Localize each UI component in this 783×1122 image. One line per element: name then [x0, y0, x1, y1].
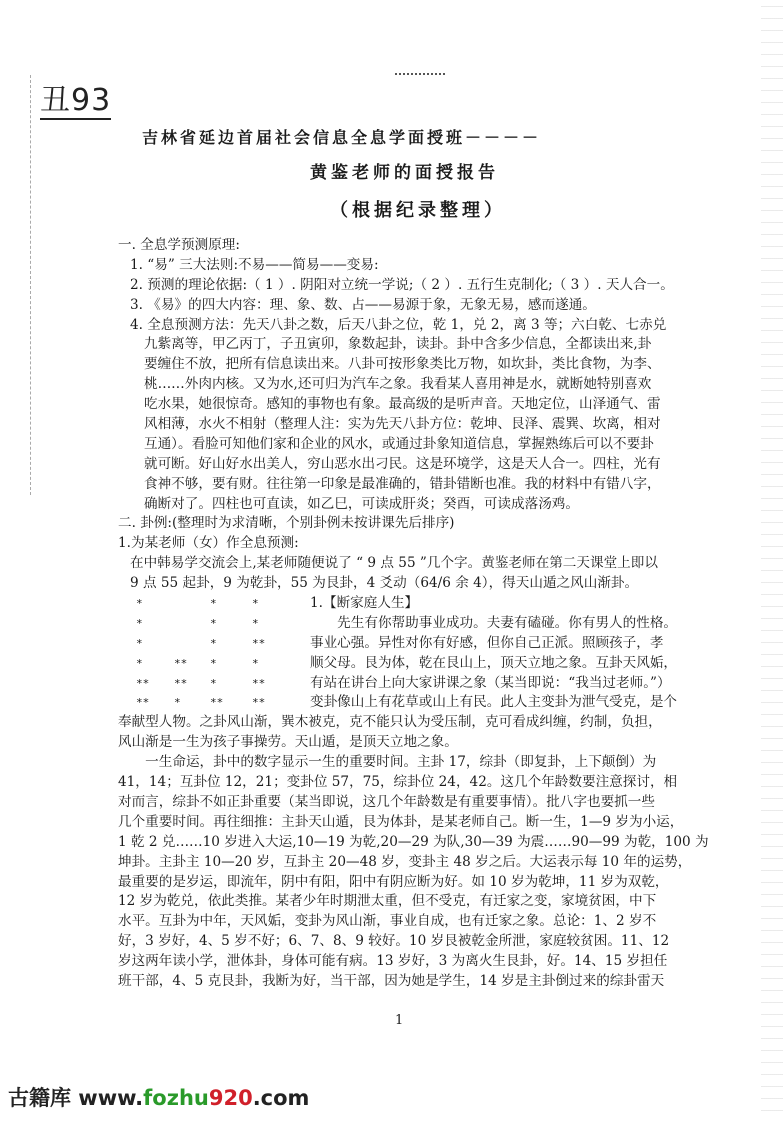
watermark-red: 920: [208, 1086, 253, 1110]
hexagram-line-mark: [174, 594, 210, 614]
scan-left-edge: [30, 75, 32, 495]
text-line: 9 点 55 起卦，9 为乾卦，55 为艮卦，4 爻动（64/6 余 4），得天山遁之风山渐卦。: [130, 575, 639, 592]
document-title: 吉林省延边首届社会信息全息学面授班－－－－: [142, 128, 542, 147]
text-line: 在中韩易学交流会上,某老师随便说了 “ 9 点 55 ”几个字。黄鉴老师在第二天课堂上即以: [130, 555, 658, 572]
watermark-green: fozhu: [143, 1086, 209, 1110]
text-line: 一生命运，卦中的数字显示一生的重要时间。主卦 17，综卦（即复卦，上下颠倒）为: [118, 754, 657, 771]
hexagram-line-mark: *: [252, 656, 259, 670]
hexagram-line-mark: **: [136, 676, 150, 690]
hexagram-line-mark: [174, 614, 210, 634]
text-line: 2. 预测的理论依据:（ 1 ）. 阴阳对立统一学说;（ 2 ）. 五行生克制化;（ 3 ）. 天人合一。: [130, 276, 674, 293]
hexagram-line-mark: *: [136, 636, 143, 650]
hexagram-line-mark: *: [210, 676, 217, 690]
hexagram-stars: [118, 634, 298, 654]
text-line: 确断对了。四柱也可直读，如乙巳，可读成肝炎；癸酉，可读成落汤鸡。: [144, 495, 579, 512]
text-line: 岁这两年读小学，泄体卦，身体可能有病。13 岁好，3 为离火生艮卦，好。14、15 岁担任: [118, 953, 668, 970]
section-principles: [118, 236, 708, 514]
text-line: 就可断。好山好水出美人，穷山恶水出刁民。这是环境学，这是天人合一。四柱，光有: [144, 455, 661, 472]
text-line: 水平。互卦为中年，天风姤，变卦为风山渐，事业自成，也有迁家之象。总论：1、2 岁不: [118, 913, 657, 930]
text-line: 风山渐是一生为孩子事操劳。天山遁，是顶天立地之象。: [118, 734, 458, 751]
hexagram-stars: [118, 614, 298, 634]
watermark-suffix: .com: [252, 1086, 310, 1110]
hexagram-text: 顺父母。艮为体，乾在艮山上，顶天立地之象。互卦天风姤，: [310, 654, 678, 671]
text-line: 4. 全息预测方法：先天八卦之数，后天八卦之位，乾 1，兑 2，离 3 等；六白乾、七赤兑: [130, 316, 667, 333]
text-line: 1 乾 2 兑……10 岁进入大运,10—19 为乾,20—29 为队,30—39 为震……90—99 为乾，100 为: [118, 833, 709, 850]
page-number: 1: [395, 1013, 404, 1028]
hexagram-row: [118, 654, 708, 674]
text-line: 要缠住不放，把所有信息读出来。八卦可按形象类比万物，如坎卦，类比食物，为李、: [144, 356, 661, 373]
hexagram-block: [118, 594, 708, 713]
hexagram-stars: [118, 594, 298, 614]
text-line: 好，3 岁好，4、5 岁不好；6、7、8、9 较好。10 岁艮被乾金所泄，家庭较贫困。11、12: [118, 933, 670, 950]
text-line: 1. “易” 三大法则:不易——简易——变易:: [130, 256, 379, 273]
ornament-mark: [395, 67, 445, 75]
section-examples-body: [118, 713, 708, 991]
text-line: 3. 《易》的四大内容：理、象、数、占——易源于象，无象无易，感而遂通。: [130, 296, 596, 313]
hexagram-line-mark: **: [210, 696, 224, 710]
hexagram-line-mark: **: [136, 696, 150, 710]
hexagram-row: [118, 614, 708, 634]
hexagram-line-mark: *: [210, 597, 217, 611]
hexagram-row: [118, 634, 708, 654]
hexagram-line-mark: *: [174, 696, 181, 710]
hexagram-stars: [118, 654, 298, 674]
watermark-prefix: 古籍库 www.: [8, 1086, 144, 1110]
text-line: 几个重要时间。再往细推：主卦天山遁，艮为体卦，是某老师自己。断一生，1—9 岁为小运，: [118, 813, 684, 830]
hexagram-line-mark: [174, 634, 210, 654]
text-line: 吃水果，她很惊奇。感知的事物也有象。最高级的是听声音。天地定位，山泽通气、雷: [144, 396, 661, 413]
hexagram-row: [118, 693, 708, 713]
document-subtitle: 黄鉴老师的面授报告: [310, 163, 499, 183]
hexagram-line-mark: **: [174, 656, 188, 670]
text-line: 坤卦。主卦主 10—20 岁，互卦主 20—48 岁，变卦主 48 岁之后。大运表示每 10 年的运势，: [118, 853, 692, 870]
text-line: 食神不够，要有财。往往第一印象是最准确的，错卦错断也准。我的材料中有错八字，: [144, 475, 661, 492]
hexagram-text: 事业心强。异性对你有好感，但你自己正派。照顾孩子，孝: [310, 634, 664, 651]
hexagram-row: [118, 594, 708, 614]
text-line: 互通）。看脸可知他们家和企业的风水，或通过卦象知道信息，掌握熟练后可以不要卦: [144, 435, 654, 452]
hexagram-line-mark: **: [252, 676, 266, 690]
document-note: （根据纪录整理）: [330, 200, 506, 221]
section-examples-intro: [118, 514, 708, 594]
hexagram-text: 1.【断家庭人生】: [310, 595, 419, 612]
hexagram-text: 先生有你帮助事业成功。夫妻有磕碰。你有男人的性格。: [310, 614, 678, 631]
hexagram-line-mark: *: [210, 616, 217, 630]
hexagram-line-mark: *: [252, 616, 259, 630]
text-line: 最重要的是岁运，即流年，阴中有阳，阳中有阴应断为好。如 10 岁为乾坤，11 岁为双乾，: [118, 873, 669, 890]
hexagram-line-mark: *: [136, 616, 143, 630]
hexagram-stars: [118, 693, 298, 713]
hexagram-line-mark: *: [136, 597, 143, 611]
hexagram-stars: [118, 674, 298, 694]
text-line: 风相薄，水火不相射（整理人注：实为先天八卦方位：乾坤、艮泽、震巽、坎离，相对: [144, 416, 661, 433]
hexagram-text: 有站在讲台上向大家讲课之象（某当即说：“我当过老师。”）: [310, 674, 671, 691]
text-line: 二. 卦例:(整理时为求清晰，个别卦例未按讲课先后排序): [118, 515, 455, 532]
document-body: [118, 236, 708, 992]
hexagram-line-mark: *: [210, 656, 217, 670]
hexagram-row: [118, 674, 708, 694]
scan-edge-artifact: [761, 0, 783, 1122]
hexagram-line-mark: *: [136, 656, 143, 670]
text-line: 九紫离等，甲乙丙丁，子丑寅卯，象数起卦，读卦。卦中含多少信息，全都读出来,卦: [144, 336, 652, 353]
text-line: 12 岁为乾兑，依此类推。某者少年时期泄太重，但不受克，有迁家之变，家境贫困，中下: [118, 893, 657, 910]
hexagram-text: 变卦像山上有花草或山上有民。此人主变卦为泄气受克，是个: [310, 694, 678, 711]
watermark-footer: [8, 1085, 309, 1111]
text-line: 对而言，综卦不如正卦重要（某当即说，这几个年龄数是有重要事情）。批八字也要抓一些: [118, 793, 655, 810]
hexagram-line-mark: **: [252, 696, 266, 710]
handwritten-catalog-number: 丑93: [40, 83, 112, 118]
hexagram-line-mark: *: [252, 597, 259, 611]
text-line: 奉献型人物。之卦风山渐，巽木被克，克不能只认为受压制，克可看成纠缠，约制，负担，: [118, 714, 662, 731]
text-line: 41，14；互卦位 12，21；变卦位 57，75，综卦位 24，42。这几个年龄数要注意探讨，相: [118, 774, 678, 791]
hexagram-line-mark: **: [174, 676, 188, 690]
text-line: 一. 全息学预测原理:: [118, 237, 240, 253]
hexagram-line-mark: *: [210, 636, 217, 650]
text-line: 1.为某老师（女）作全息预测:: [118, 535, 299, 552]
text-line: 桃……外肉内核。又为水,还可归为汽车之象。我看某人喜用神是水，就断她特别喜欢: [144, 376, 652, 393]
hexagram-line-mark: **: [252, 636, 266, 650]
text-line: 班干部，4、5 克艮卦，我断为好，当干部，因为她是学生，14 岁是主卦倒过来的综卦雷天: [118, 972, 665, 989]
